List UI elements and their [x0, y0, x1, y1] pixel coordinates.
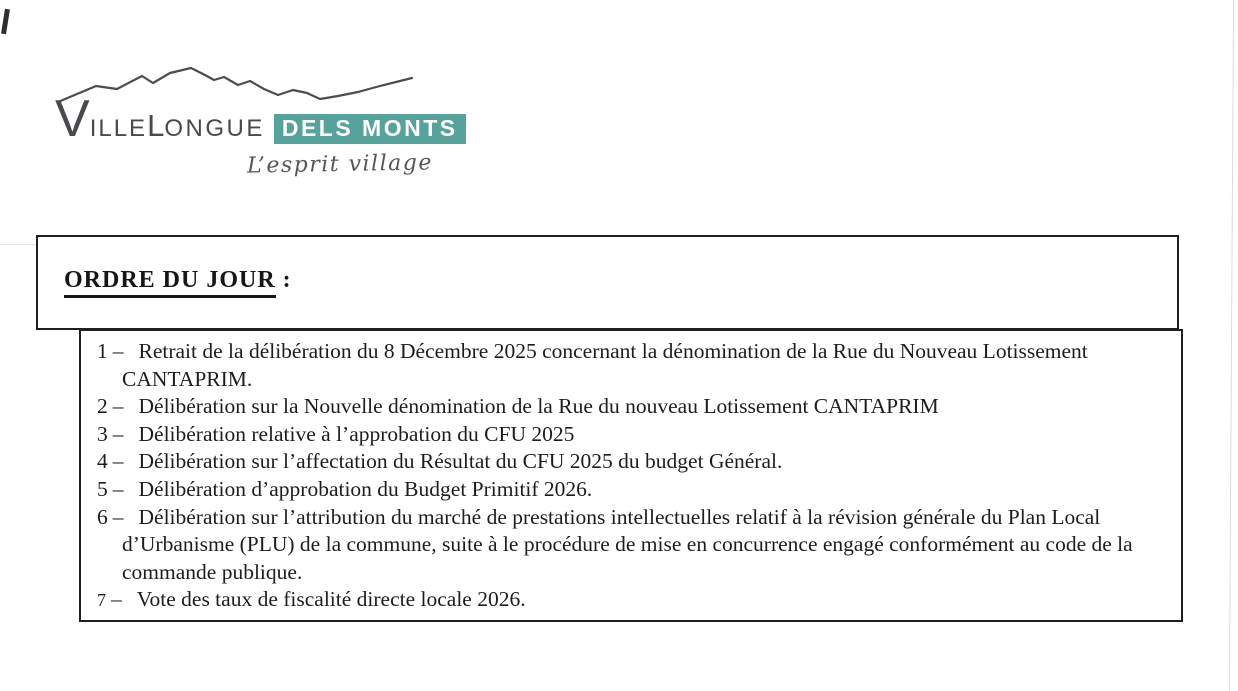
agenda-item-dash: – — [112, 394, 124, 419]
agenda-item-text: Vote des taux de fiscalité directe locale 2026. — [136, 587, 526, 612]
agenda-item-number: 1 — [97, 339, 108, 363]
scan-faint-line — [0, 244, 36, 245]
agenda-item-dash: – — [112, 421, 124, 446]
agenda-item-number: 4 — [97, 449, 108, 474]
agenda-item-dash: – — [112, 504, 124, 529]
agenda-item — [97, 393, 1143, 421]
agenda-item-number: 2 — [97, 394, 108, 419]
agenda-heading — [64, 267, 292, 294]
agenda-item — [97, 448, 1143, 476]
scan-edge-line — [1229, 0, 1234, 691]
agenda-item-number: 3 — [97, 421, 108, 446]
scan-artifact-mark — [1, 9, 10, 34]
agenda-item-text: Délibération relative à l’approbation du CFU 2025 — [138, 421, 575, 446]
agenda-item-dash: – — [112, 476, 124, 501]
logo-wordmark — [55, 90, 466, 148]
agenda-item-dash: – — [112, 449, 124, 474]
agenda-item-dash: – — [112, 339, 124, 363]
agenda-list — [81, 331, 1181, 615]
agenda-item-text: Délibération sur l’affectation du Résultat du CFU 2025 du budget Général. — [138, 449, 783, 474]
agenda-item-text: Délibération d’approbation du Budget Primitif 2026. — [138, 476, 593, 501]
agenda-list-box — [79, 329, 1183, 622]
logo-banner-dels-monts: DELS MONTS — [274, 114, 466, 144]
logo-letter-v: V — [55, 90, 90, 148]
logo-letters-ongue: ONGUE — [164, 115, 265, 142]
logo-tagline: L’esprit village — [246, 150, 434, 179]
agenda-item-text: Délibération sur l’attribution du marché de prestations intellectuelles relatif à la révision générale du Plan Local d’Urbanisme (PLU) de la commune, suite à le procédure de mise en concurrence engagé conformément au code de la commande publique. — [122, 504, 1133, 584]
agenda-item-number: 5 — [97, 476, 108, 501]
logo-letters-ille: ILLE — [89, 115, 148, 142]
agenda-item-dash: – — [111, 587, 122, 612]
agenda-heading-text: ORDRE DU JOUR — [64, 267, 276, 298]
logo-letter-l: L — [147, 108, 165, 143]
agenda-header-box — [36, 235, 1179, 330]
agenda-item-number: 7 — [97, 590, 106, 611]
municipality-logo — [55, 62, 458, 192]
agenda-item — [97, 338, 1143, 393]
agenda-item-number: 6 — [97, 504, 108, 529]
agenda-item — [97, 586, 1143, 615]
agenda-item — [97, 504, 1143, 587]
agenda-heading-colon: : — [275, 267, 292, 293]
agenda-item-text: Retrait de la délibération du 8 Décembre 2025 concernant la dénomination de la Rue du Nouveau Lotissement CANTAPRIM. — [122, 339, 1088, 391]
agenda-item — [97, 476, 1143, 504]
agenda-item-text: Délibération sur la Nouvelle dénomination de la Rue du nouveau Lotissement CANTAPRIM — [138, 394, 939, 419]
agenda-item — [97, 421, 1143, 449]
